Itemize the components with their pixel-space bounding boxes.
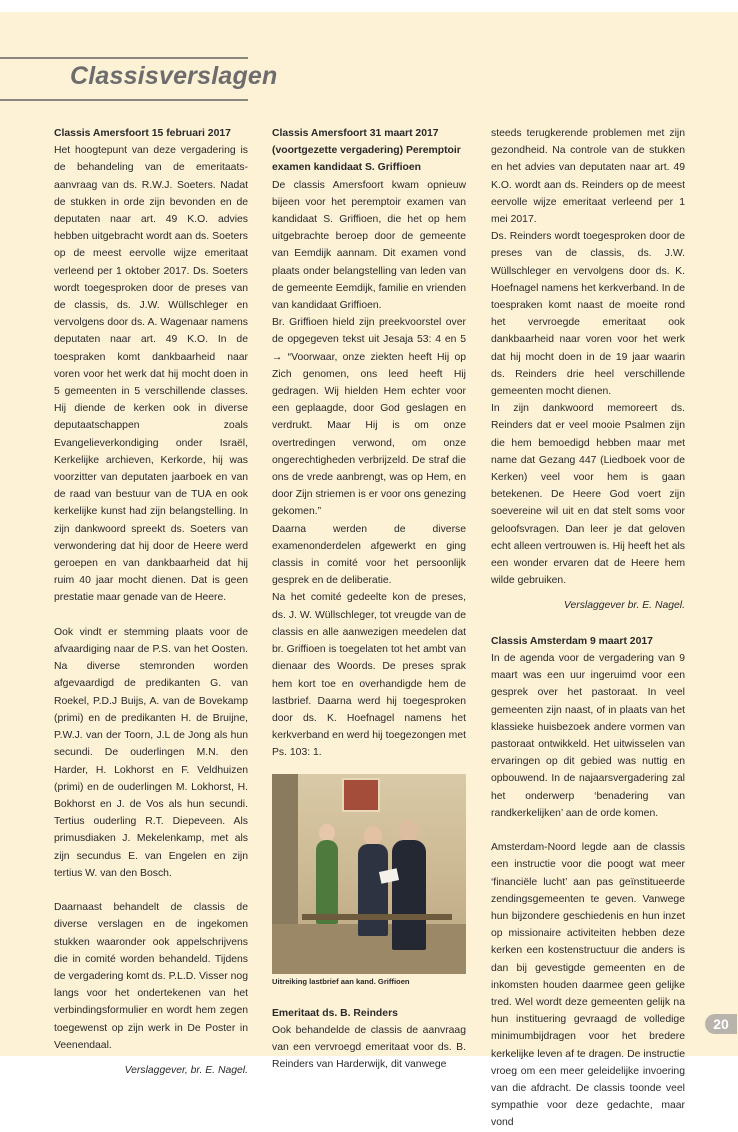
reporter-signature: Verslaggever br. E. Nagel. <box>563 600 685 612</box>
page-number: 20 <box>705 1014 737 1034</box>
page <box>0 12 738 1129</box>
ceremony-photo <box>272 774 466 974</box>
paragraph: Amsterdam-Noord legde aan de classis een instructie voor die poogt wat meer ‘financiële lucht’ aan pas geïnstitueerde zendingsgemeenten te geven. Vanwege hun bijzondere geschiedenis en hun inzet op missionaire activiteiten hebben deze kerken een kostenstructuur die anders is dan bij gevestigde gemeenten en de inkomsten houden daarmee geen gelijke tred. Wel wordt deze gemeenten gelijk na hun instituering gevraagd de volledige minimumbijdragen voor het bredere kerkelijke leven af te dragen. De instructie vroeg om een meer geleidelijke invoering van die afdracht. De classis toonde veel sympathie voor deze gedachte, maar vond <box>491 842 685 1129</box>
paragraph: De classis Amersfoort kwam opnieuw bijeen voor het peremptoir examen van kandidaat S. Griffioen, die het op hem uitgebrachte beroep door de gemeente van Eemdijk aannam. Dit examen vond plaats onder belangstelling van leden van de gemeente Eemdijk, familie en vrienden van kandidaat Griffioen. <box>272 179 466 312</box>
paragraph: steeds terugkerende problemen met zijn gezondheid. Na controle van de stukken en het advies van deputaten naar art. 49 K.O. wordt aan ds. Reinders op de meest eervolle wijze emeritaat verleend per 1 mei 2017. <box>491 128 685 226</box>
header-rule-bottom <box>0 99 248 101</box>
paragraph: Ook behandelde de classis de aanvraag van een vervroegd emeritaat voor ds. B. Reinders van Harderwijk, dit vanwege <box>272 1024 466 1071</box>
article-heading: Classis Amersfoort 15 februari 2017 <box>54 128 231 139</box>
column-1 <box>54 125 248 1079</box>
header-rule-top <box>0 57 248 59</box>
paragraph: Br. Griffioen hield zijn preekvoorstel over de opgegeven tekst uit Jesaja 53: 4 en 5 → “Voorwaar, onze ziekten heeft Hij op Zich genomen, ons leed heeft Hij gedragen. Wij hielden Hem echter voor een geplaagde, door God geslagen en verdrukt. Maar Hij is om onze overtredingen verwond, om onze ongerechtigheden verbrijzeld. De straf die ons de vrede aanbrengt, was op Hem, en door Zijn striemen is er voor ons genezing gekomen.” <box>272 317 466 518</box>
column-3 <box>491 125 685 1132</box>
reporter-signature: Verslaggever, br. E. Nagel. <box>124 1064 248 1076</box>
article-heading: Classis Amsterdam 9 maart 2017 <box>491 635 653 647</box>
photo-caption: Uitreiking lastbrief aan kand. Griffioen <box>272 976 410 986</box>
article-heading: Classis Amersfoort 31 maart 2017 (voortgezette vergadering) Peremptoir examen kandidaat S. Griffioen <box>272 128 461 174</box>
paragraph: Daarna werden de diverse examenonderdelen afgewerkt en ging classis in comité voor het persoonlijk gesprek en de deliberatie. <box>272 523 466 587</box>
article-heading: Emeritaat ds. B. Reinders <box>272 1007 398 1019</box>
paragraph: Ds. Reinders wordt toegesproken door de preses van de classis, ds. J.W. Wüllschleger en vervolgens door ds. K. Hoefnagel namens het kerkverband. In de toespraken komt naast de moeite rond het vervroegde emeritaat ook dankbaarheid naar voren voor het werk dat hij mocht doen in de 19 jaar waarin ds. Reinders drie heel verschillende gemeenten mocht dienen. <box>491 231 685 398</box>
column-2 <box>272 125 466 1074</box>
paragraph: In de agenda voor de vergadering van 9 maart was een uur ingeruimd voor een gesprek over het pastoraat. In veel gemeenten zijn naast, of in plaats van het klassieke huisbezoek andere vormen van pastoraat ontwikkeld. Het uitwisselen van ervaringen op dit gebied was nuttig en opbouwend. In de najaarsvergadering zal het onderwerp ‘benadering van randkerkelijken’ aan de orde komen. <box>491 652 685 819</box>
paragraph: In zijn dankwoord memoreert ds. Reinders dat er veel mooie Psalmen zijn die hem bemoedigd hebben maar met name dat Gezang 447 (Liedboek voor de Kerken) veel voor hem is gaan betekenen. De Heere God voert zijn soevereine wil uit en dat stelt soms voor geloofsvragen. Dan leer je dat geloven echt alleen vertrouwen is. Hij heeft het als een wonder ervaren dat de Heere hem wilde gebruiken. <box>491 403 685 587</box>
section-title: Classisverslagen <box>70 62 278 90</box>
paragraph: Het hoogtepunt van deze vergadering is de behandeling van de emeritaats-aanvraag van ds. R.W.J. Soeters. Nadat de stukken in orde zijn bevonden en de deputaten naar art. 49 K.O. advies hebben uitgebracht wordt aan ds. Soeters op de meest eervolle wijze emeritaat verleend per 1 oktober 2017. Ds. Soeters wordt toegesproken door de preses van de classis, ds. J.W. Wüllschleger en vervolgens door ds. A. Wagenaar namens deputaten naar art. 49 K.O. In de toespraken komt dankbaarheid naar voren voor het werk dat hij mocht doen in 5 gemeenten in 5 verschillende classes. Hij diende de kerken ook in diverse deputaatschappen zoals Evangelieverkondiging onder Israël, Kerkelijke archieven, Kerkorde, hij was voorzitter van deputaten jaarboek en van de raad van bestuur van de TUA en ook kerkelijke kunst had zijn belangstelling. In zijn dankwoord spreekt ds. Soeters van verwondering dat hij door de Heere werd geroepen en van dankbaarheid dat hij ruim 40 jaar mocht dienen. Dat is geen prestatie maar genade van de Heere. <box>54 145 248 604</box>
paragraph: Na het comité gedeelte kon de preses, ds. J. W. Wüllschleger, tot vreugde van de classis en alle aanwezigen meedelen dat br. Griffioen is toegelaten tot het ambt van dienaar des Woords. De preses sprak hem kort toe en overhandigde hem de lastbrief. Daarna werd hij toegesproken door ds. K. Hoefnagel namens het kerkverband en werd hij toegezongen met Ps. 103: 1. <box>272 592 466 759</box>
paragraph: Ook vindt er stemming plaats voor de afvaardiging naar de P.S. van het Oosten. Na diverse stemronden worden afgevaardigd de predikanten G. van Roekel, P.D.J Buijs, A. van de Bovekamp (primi) en de predikanten H. de Bruijne, P.W.J. van der Toorn, J.L de Jong als hun secundi. De ouderlingen M.N. den Harder, H. Lokhorst en F. Veldhuizen (primi) en de ouderlingen M. Lokhorst, H. Bokhorst en J. de Vos als hun secundi. Tertius ouderling R.T. Diepeveen. Als primusdiaken J. Mekelenkamp, met als zijn secundus E. van Engelen en zijn tertius W. van den Bosch. <box>54 626 248 879</box>
paragraph: Daarnaast behandelt de classis de diverse verslagen en de ingekomen stukken waaronder ook appelschrijvens die in comité worden behandeld. Tijdens de vergadering komt ds. P.L.D. Visser nog langs voor het ondertekenen van het verbindingsformulier en wordt hem zegen toegewenst op zijn werk in De Poster in Veenendaal. <box>54 902 248 1051</box>
